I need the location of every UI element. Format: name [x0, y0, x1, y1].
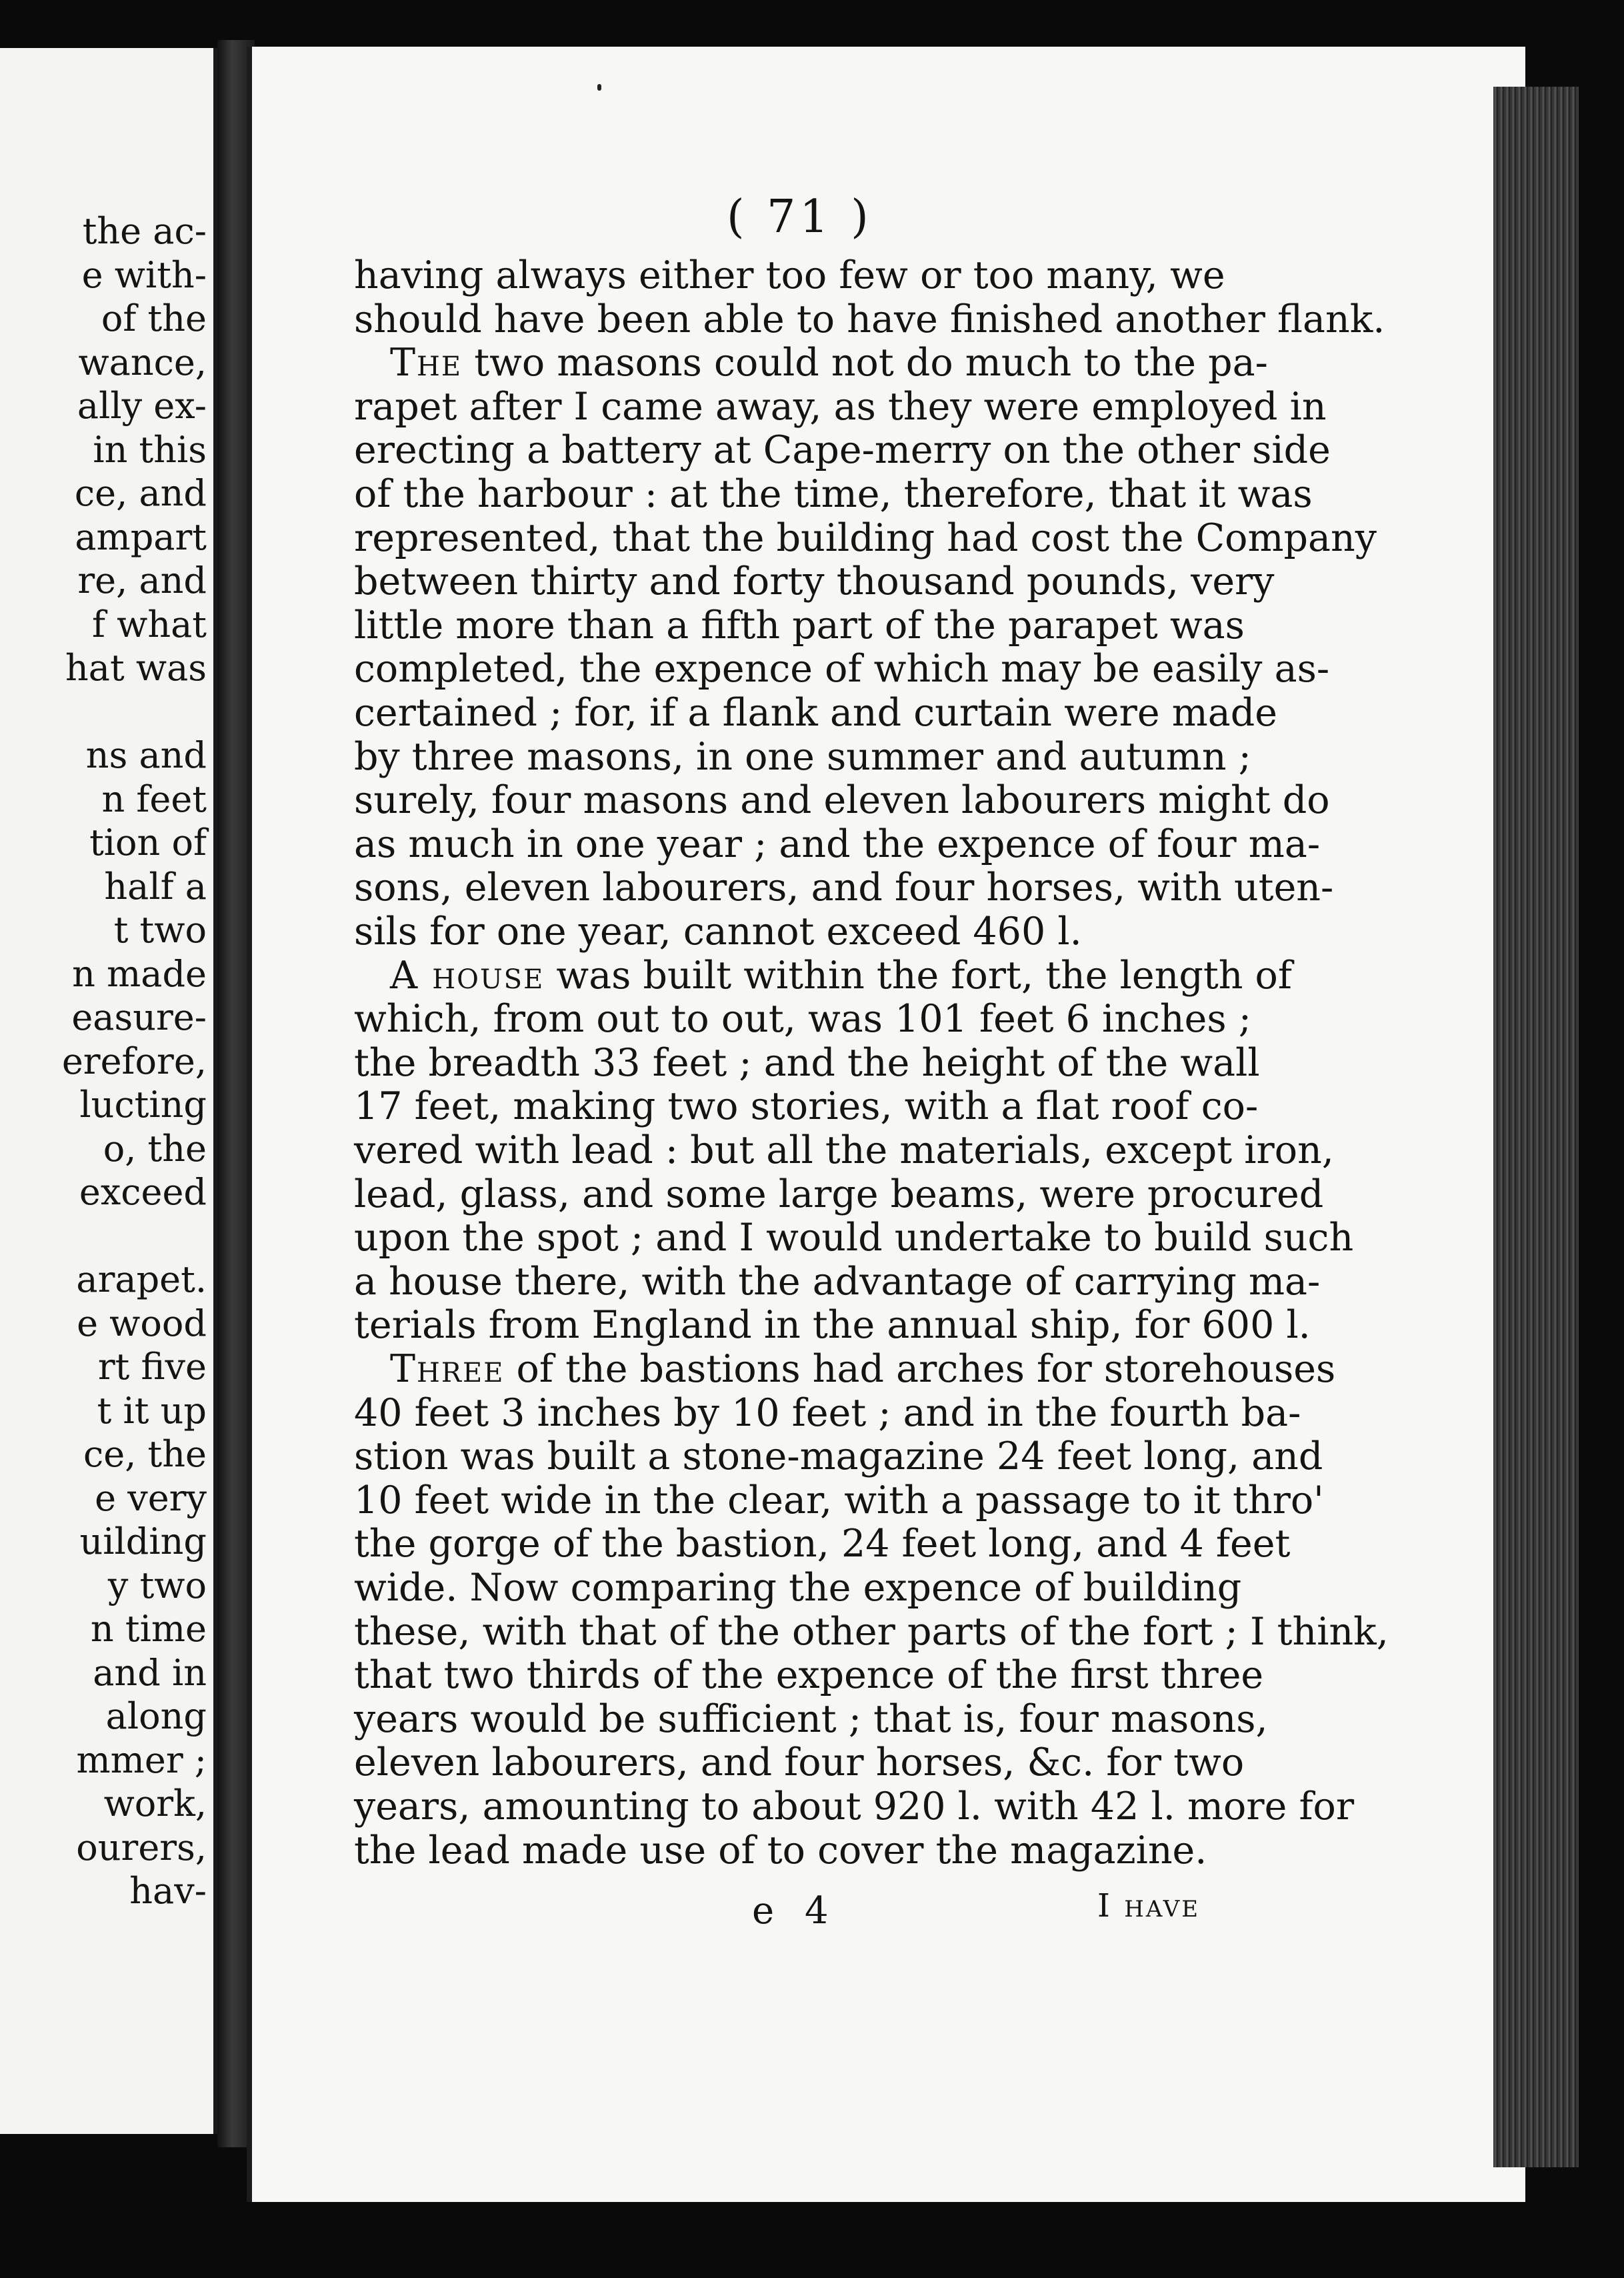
paragraph-lead-word: Three [390, 1347, 505, 1391]
left-page-line: ce, the [83, 1433, 207, 1475]
text-line [354, 1566, 1242, 1610]
left-page-line: f what [91, 603, 207, 646]
left-page-line: hat was [65, 647, 207, 689]
left-page-line: t it up [97, 1389, 207, 1432]
left-page-line: wance, [78, 341, 207, 383]
text-line-content: having always either too few or too many, we [354, 253, 1225, 297]
text-line [390, 953, 1292, 998]
text-line [354, 1741, 1245, 1785]
text-line [354, 253, 1225, 297]
text-line-content: certained ; for, if a flank and curtain were made [354, 691, 1277, 735]
signature-mark: e 4 [752, 1889, 838, 1933]
left-page-line: of the [101, 297, 207, 339]
text-line-content: should have been able to have finished another flank. [354, 297, 1385, 341]
text-line-content: the lead made use of to cover the magazine. [354, 1828, 1207, 1873]
text-line [354, 559, 1275, 604]
text-line-content: lead, glass, and some large beams, were procured [354, 1172, 1324, 1216]
text-line [354, 1609, 1389, 1654]
text-line [354, 472, 1313, 516]
text-line-content: erecting a battery at Cape-merry on the other side [354, 428, 1331, 473]
text-line [354, 997, 1251, 1042]
text-line [354, 1828, 1221, 1873]
text-line [354, 297, 1385, 341]
left-page-line: ampart [75, 515, 207, 558]
text-line-content: 17 feet, making two stories, with a flat roof co- [354, 1084, 1259, 1129]
text-line [354, 1390, 1301, 1435]
text-line-content: between thirty and forty thousand pounds, very [354, 559, 1275, 604]
text-line-content: terials from England in the annual ship, for 600 l. [354, 1303, 1311, 1348]
left-page-line: ce, and [74, 472, 207, 514]
text-line-content: represented, that the building had cost the Company [354, 515, 1377, 560]
text-line [354, 691, 1277, 735]
text-line [354, 1696, 1268, 1741]
text-line-content: surely, four masons and eleven labourers might do [354, 778, 1330, 823]
text-line-content: years, amounting to about 920 l. with 42 l. more for [354, 1785, 1355, 1829]
text-line [354, 910, 1221, 954]
text-line-content: rapet after I came away, as they were employed in [354, 384, 1327, 429]
left-page-line: half a [104, 865, 207, 908]
text-line [354, 1172, 1324, 1216]
left-page-line: easure- [71, 996, 207, 1038]
page-edges [1493, 87, 1579, 2167]
text-line [354, 1522, 1291, 1566]
text-line-content: which, from out to out, was 101 feet 6 inches ; [354, 997, 1251, 1042]
text-line-content: as much in one year ; and the expence of four ma- [354, 822, 1321, 866]
text-line-content: a house there, with the advantage of carrying ma- [354, 1259, 1321, 1304]
text-line-content: by three masons, in one summer and autumn ; [354, 734, 1251, 779]
left-page-line: ourers, [76, 1826, 207, 1869]
text-line-content: was built within the fort, the length of [544, 953, 1292, 998]
left-page-line: erefore, [61, 1040, 207, 1082]
text-line-content: stion was built a stone-magazine 24 feet long, and [354, 1434, 1323, 1479]
left-page-line: e wood [77, 1302, 207, 1344]
text-line [354, 647, 1330, 692]
text-line-content: vered with lead : but all the materials, except iron, [354, 1128, 1334, 1172]
text-line-content: years would be sufficient ; that is, four masons, [354, 1696, 1268, 1741]
paragraph-lead-word: A house [390, 953, 545, 998]
text-line [354, 1084, 1259, 1129]
text-line [354, 1040, 1260, 1085]
text-line [354, 1653, 1264, 1698]
text-line [354, 1434, 1323, 1479]
text-line [354, 1478, 1324, 1522]
text-line [354, 866, 1334, 910]
left-page-line: e very [95, 1476, 207, 1519]
page-number: ( 71 ) [727, 191, 873, 243]
left-page-line: uilding [79, 1520, 207, 1562]
text-line-content: of the harbour : at the time, therefore, that it was [354, 472, 1313, 516]
text-line [354, 1303, 1311, 1348]
text-line [354, 515, 1377, 560]
left-page-line: t two [113, 909, 207, 951]
left-page-line: work, [103, 1783, 207, 1825]
left-page-line: o, the [103, 1127, 207, 1170]
left-page-line: n made [72, 952, 207, 995]
text-line [354, 1785, 1355, 1829]
text-line-content: upon the spot ; and I would undertake to build such [354, 1216, 1354, 1260]
left-page-line: lucting [79, 1084, 207, 1126]
left-page-line: arapet. [76, 1258, 207, 1300]
left-page-line: and in [93, 1651, 207, 1694]
text-line [354, 384, 1327, 429]
text-line [354, 603, 1245, 648]
text-line-content: 10 feet wide in the clear, with a passage to it thro' [354, 1478, 1324, 1522]
text-line-content: the gorge of the bastion, 24 feet long, and 4 feet [354, 1522, 1291, 1566]
text-line-content: sons, eleven labourers, and four horses, with uten- [354, 866, 1334, 910]
text-line [390, 341, 1268, 385]
text-line-content: completed, the expence of which may be easily as- [354, 647, 1330, 692]
left-page-fragment [0, 48, 217, 2134]
text-line [354, 778, 1330, 823]
left-page-line: tion of [89, 822, 207, 864]
text-line-content: that two thirds of the expence of the first three [354, 1653, 1264, 1698]
text-line [354, 1259, 1321, 1304]
text-line [390, 1347, 1336, 1391]
text-line-content: the breadth 33 feet ; and the height of the wall [354, 1040, 1260, 1085]
left-page-line: mmer ; [76, 1739, 207, 1781]
left-page-line: the ac- [82, 210, 207, 252]
text-line-content: these, with that of the other parts of the fort ; I think, [354, 1609, 1389, 1654]
left-page-line: n time [90, 1608, 207, 1650]
text-line-content: two masons could not do much to the pa- [462, 341, 1268, 385]
text-line [354, 734, 1251, 779]
text-line-content: of the bastions had arches for storehouses [504, 1347, 1336, 1391]
text-line [354, 1128, 1334, 1172]
left-page-line: in this [93, 428, 207, 471]
text-line-content: wide. Now comparing the expence of building [354, 1566, 1242, 1610]
left-page-line: e with- [81, 253, 207, 296]
left-page-line: along [105, 1695, 207, 1737]
left-page-line: y two [107, 1564, 207, 1606]
left-page-line: ns and [85, 734, 207, 776]
paragraph-lead-word: The [390, 341, 463, 385]
text-line [354, 428, 1331, 473]
left-page-line: hav- [129, 1870, 207, 1912]
left-page-line: rt five [97, 1346, 207, 1388]
text-line-content: eleven labourers, and four horses, &c. for two [354, 1741, 1245, 1785]
catchword: I have [1097, 1887, 1201, 1925]
text-line [354, 1216, 1354, 1260]
text-line-content: little more than a fifth part of the parapet was [354, 603, 1245, 648]
text-line [354, 822, 1321, 866]
text-line-content: sils for one year, cannot exceed 460 l. [354, 910, 1082, 954]
left-page-line: n feet [101, 778, 207, 820]
left-page-line: exceed [79, 1171, 207, 1213]
ink-speck [597, 84, 601, 91]
text-line-content: 40 feet 3 inches by 10 feet ; and in the fourth ba- [354, 1390, 1301, 1435]
left-page-line: ally ex- [77, 385, 207, 427]
left-page-line: re, and [77, 559, 207, 602]
